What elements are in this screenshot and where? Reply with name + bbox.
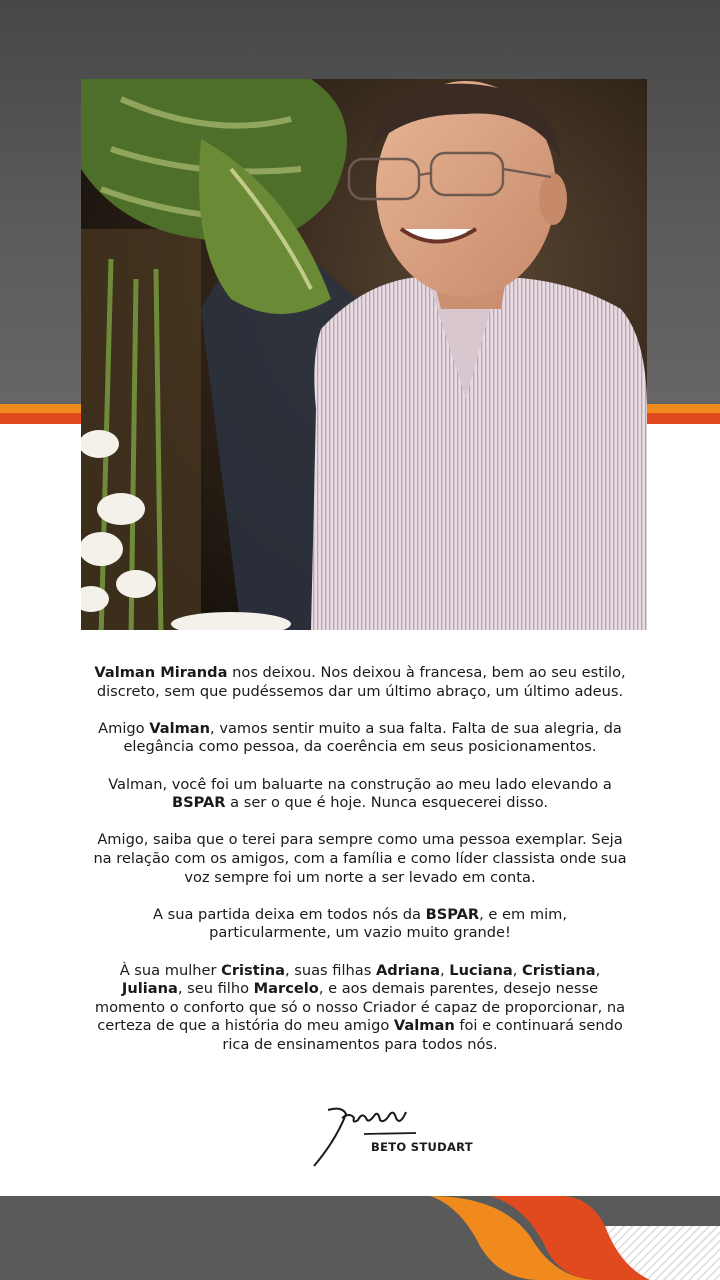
signature-name: BETO STUDART [371, 1140, 473, 1154]
paragraph-2: Amigo Valman, vamos sentir muito a sua falta. Falta de sua alegria, da elegância como pessoa, da coerência em seus posicionamentos. [98, 719, 622, 756]
paragraph-6: À sua mulher Cristina, suas filhas Adriana, Luciana, Cristiana, Juliana, seu filho Marcelo, e aos demais parentes, desejo nesse momento o conforto que só o nosso Criador é capaz de proporcionar, na certeza de que a história do meu amigo Valman foi e continuará sendo rica de ensinamentos para todos nós. [94, 961, 626, 1053]
paragraph-3: Valman, você foi um baluarte na construção ao meu lado elevando a BSPAR a ser o que é hoje. Nunca esquecerei disso. [108, 775, 612, 812]
tribute-text [90, 664, 630, 1073]
signature-mark [306, 1100, 436, 1170]
paragraph-1: Valman Miranda nos deixou. Nos deixou à francesa, bem ao seu estilo, discreto, sem que pudéssemos dar um último abraço, um último adeus. [94, 664, 626, 700]
paragraph-5: A sua partida deixa em todos nós da BSPAR, e em mim, particularmente, um vazio muito grande! [153, 905, 567, 942]
portrait-photo [81, 79, 647, 630]
footer-band [0, 1196, 720, 1280]
paragraph-4: Amigo, saiba que o terei para sempre como uma pessoa exemplar. Seja na relação com os amigos, com a família e como líder classista onde sua voz sempre foi um norte a ser levado em conta. [93, 831, 627, 886]
